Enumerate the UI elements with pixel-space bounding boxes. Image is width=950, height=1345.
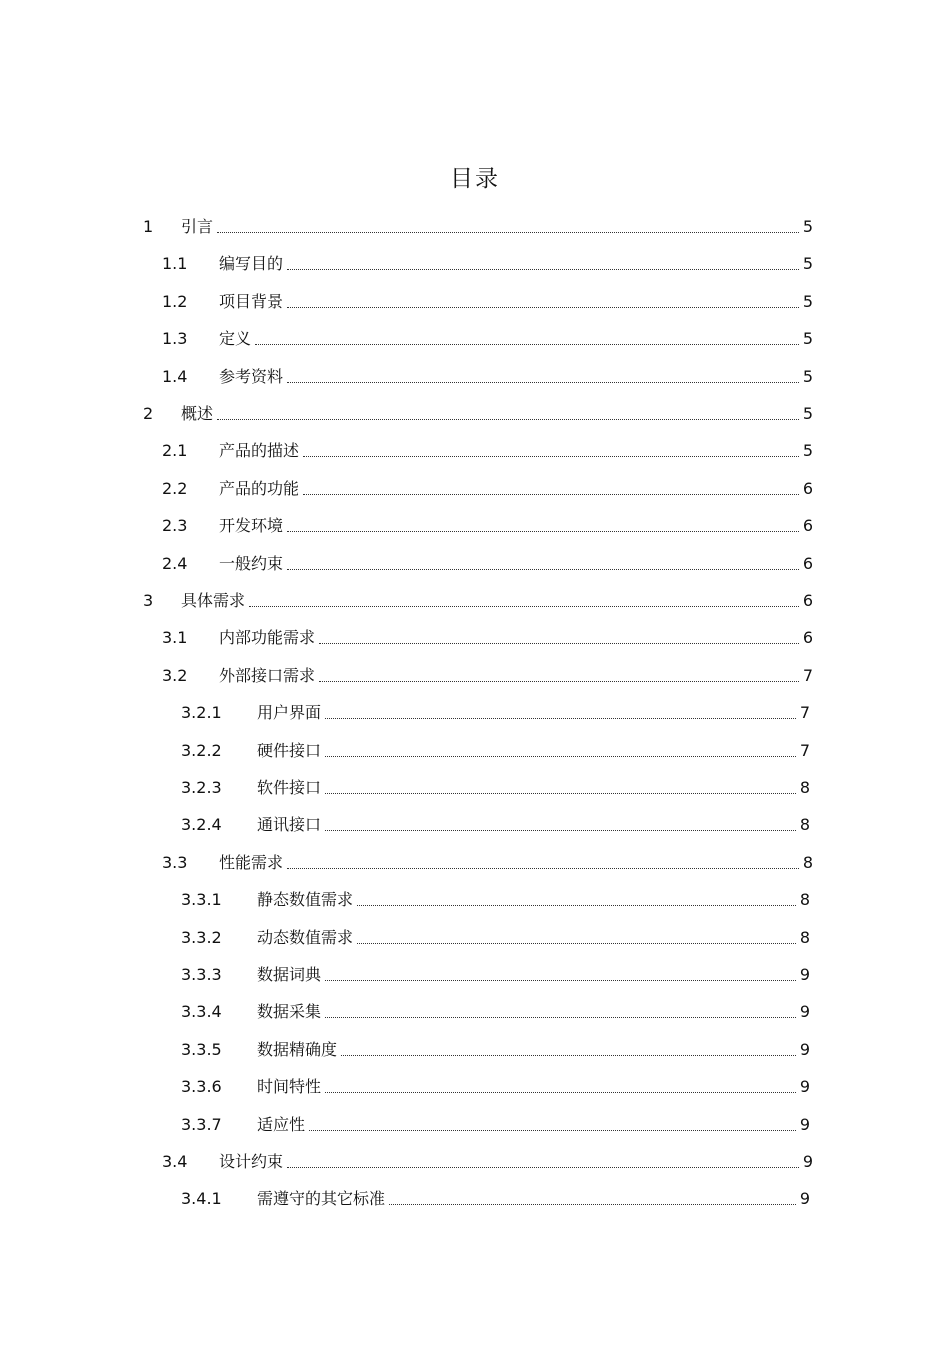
toc-title: 目录	[450, 166, 500, 192]
toc-entry[interactable]	[181, 1034, 810, 1060]
toc-dot-leader	[357, 942, 796, 944]
toc-entry-title: 编写目的	[219, 254, 284, 274]
toc-entry-number: 1	[143, 217, 154, 236]
toc-entry-number: 3.3.7	[181, 1114, 222, 1134]
toc-entry-page: 8	[802, 852, 813, 872]
toc-entry-page: 5	[802, 254, 813, 274]
toc-dot-leader	[217, 418, 799, 420]
toc-entry-title: 动态数值需求	[257, 927, 354, 947]
toc-entry-number: 2.1	[162, 441, 188, 461]
toc-entry-number: 1.2	[162, 291, 188, 311]
toc-entry-title: 概述	[181, 404, 214, 423]
toc-entry-page: 8	[799, 778, 810, 797]
toc-dot-leader	[287, 381, 799, 383]
toc-entry-title: 软件接口	[257, 778, 322, 797]
toc-entry[interactable]	[162, 510, 813, 536]
toc-entry-title: 静态数值需求	[257, 890, 354, 910]
toc-entry[interactable]	[162, 473, 813, 499]
toc-entry-number: 2.3	[162, 516, 188, 536]
toc-entry-number: 2.4	[162, 553, 188, 573]
toc-entry[interactable]	[181, 959, 810, 985]
toc-dot-leader	[309, 1129, 796, 1131]
toc-entry-page: 9	[799, 1189, 810, 1209]
toc-entry[interactable]	[181, 735, 810, 761]
toc-entry-number: 3.3.1	[181, 890, 222, 910]
toc-entry-title: 产品的描述	[219, 441, 300, 461]
toc-entry-page: 5	[802, 291, 813, 311]
toc-dot-leader	[325, 1016, 796, 1018]
toc-entry-title: 性能需求	[219, 852, 284, 872]
toc-entry-page: 7	[799, 703, 810, 723]
toc-entry-page: 6	[802, 628, 813, 648]
toc-entry[interactable]	[181, 884, 810, 910]
toc-entry-page: 8	[799, 815, 810, 835]
toc-entry[interactable]	[143, 585, 813, 611]
toc-entry[interactable]	[181, 772, 810, 798]
toc-dot-leader	[325, 1091, 796, 1093]
toc-entry-title: 一般约束	[219, 553, 284, 573]
toc-dot-leader	[249, 605, 799, 607]
toc-dot-leader	[287, 306, 799, 308]
toc-entry-title: 内部功能需求	[219, 628, 316, 648]
toc-dot-leader	[287, 867, 799, 869]
toc-entry-title: 数据采集	[257, 1002, 322, 1022]
toc-entry-number: 3.3.3	[181, 965, 222, 984]
toc-entry-title: 需遵守的其它标准	[257, 1189, 386, 1209]
toc-entry-title: 定义	[219, 329, 252, 349]
toc-entry-page: 6	[802, 591, 813, 610]
toc-entry[interactable]	[162, 248, 813, 274]
toc-entry-title: 具体需求	[181, 591, 246, 610]
toc-entry-number: 3.3.4	[181, 1002, 222, 1022]
toc-entry[interactable]	[181, 809, 810, 835]
toc-entry-page: 9	[799, 1002, 810, 1022]
toc-entry-title: 参考资料	[219, 366, 284, 386]
toc-entry-page: 9	[802, 1152, 813, 1171]
toc-entry-number: 3.2.2	[181, 740, 222, 760]
toc-entry[interactable]	[162, 660, 813, 686]
toc-entry-number: 2	[143, 404, 154, 423]
toc-entry-page: 9	[799, 1039, 810, 1059]
toc-entry[interactable]	[162, 548, 813, 574]
toc-entry[interactable]	[181, 1183, 810, 1209]
toc-entry-title: 项目背景	[219, 291, 284, 311]
toc-dot-leader	[319, 642, 799, 644]
toc-dot-leader	[325, 829, 796, 831]
toc-entry[interactable]	[162, 435, 813, 461]
toc-entry-number: 3.3	[162, 852, 188, 872]
toc-dot-leader	[325, 979, 796, 981]
toc-entry-title: 时间特性	[257, 1077, 322, 1097]
toc-entry-page: 9	[799, 965, 810, 984]
toc-entry-number: 1.4	[162, 366, 188, 386]
toc-entry-number: 1.1	[162, 254, 188, 274]
toc-entry[interactable]	[143, 398, 813, 424]
toc-entry-page: 5	[802, 441, 813, 461]
toc-entry-title: 适应性	[257, 1114, 306, 1134]
toc-dot-leader	[389, 1203, 796, 1205]
toc-entry[interactable]	[181, 922, 810, 948]
toc-entry-page: 5	[802, 404, 813, 423]
toc-dot-leader	[287, 268, 799, 270]
toc-entry-number: 1.3	[162, 329, 188, 349]
toc-entry-title: 通讯接口	[257, 815, 322, 835]
toc-dot-leader	[217, 231, 799, 233]
toc-entry-page: 5	[802, 217, 813, 236]
toc-entry[interactable]	[162, 323, 813, 349]
toc-entry-title: 外部接口需求	[219, 665, 316, 685]
toc-dot-leader	[325, 792, 796, 794]
toc-entry-page: 6	[802, 478, 813, 498]
toc-entry-number: 3.2.1	[181, 703, 222, 723]
toc-entry-title: 数据词典	[257, 965, 322, 984]
toc-entry-number: 3.3.5	[181, 1039, 222, 1059]
toc-entry-page: 8	[799, 890, 810, 910]
toc-dot-leader	[325, 755, 796, 757]
toc-entry-number: 3.2	[162, 665, 188, 685]
toc-entry-title: 产品的功能	[219, 478, 300, 498]
toc-entry-number: 3.3.6	[181, 1077, 222, 1097]
toc-entry-page: 5	[802, 329, 813, 349]
toc-entry-page: 7	[802, 665, 813, 685]
toc-dot-leader	[287, 1166, 799, 1168]
toc-entry[interactable]	[162, 1146, 813, 1172]
toc-entry-title: 数据精确度	[257, 1039, 338, 1059]
toc-entry-page: 7	[799, 740, 810, 760]
toc-entry-number: 2.2	[162, 478, 188, 498]
toc-entry-page: 9	[799, 1114, 810, 1134]
toc-dot-leader	[287, 568, 799, 570]
toc-entry-title: 用户界面	[257, 703, 322, 723]
toc-dot-leader	[287, 530, 799, 532]
toc-entry-page: 9	[799, 1077, 810, 1097]
toc-entry-page: 8	[799, 927, 810, 947]
toc-entry[interactable]	[143, 211, 813, 237]
toc-entry-number: 3.2.3	[181, 778, 222, 797]
toc-entry-page: 6	[802, 553, 813, 573]
toc-entry-number: 3.1	[162, 628, 188, 648]
toc-entry-number: 3.2.4	[181, 815, 222, 835]
toc-entry[interactable]	[162, 361, 813, 387]
toc-dot-leader	[341, 1054, 796, 1056]
toc-entry-number: 3.4.1	[181, 1189, 222, 1209]
toc-entry[interactable]	[181, 697, 810, 723]
toc-entry-title: 设计约束	[219, 1152, 284, 1171]
toc-entry[interactable]	[181, 996, 810, 1022]
toc-entry[interactable]	[162, 847, 813, 873]
toc-entry-page: 6	[802, 516, 813, 536]
toc-entry-number: 3.4	[162, 1152, 188, 1171]
toc-entry[interactable]	[181, 1109, 810, 1135]
toc-dot-leader	[303, 455, 799, 457]
toc-dot-leader	[303, 493, 799, 495]
toc-entry-page: 5	[802, 366, 813, 386]
toc-entry[interactable]	[162, 622, 813, 648]
toc-entry[interactable]	[162, 286, 813, 312]
toc-entry-title: 硬件接口	[257, 740, 322, 760]
toc-entry-title: 开发环境	[219, 516, 284, 536]
toc-entry-title: 引言	[181, 217, 214, 236]
toc-dot-leader	[255, 343, 799, 345]
toc-entry-number: 3.3.2	[181, 927, 222, 947]
toc-dot-leader	[357, 904, 796, 906]
toc-entry[interactable]	[181, 1071, 810, 1097]
toc-dot-leader	[325, 717, 796, 719]
toc-entry-number: 3	[143, 591, 154, 610]
toc-dot-leader	[319, 680, 799, 682]
